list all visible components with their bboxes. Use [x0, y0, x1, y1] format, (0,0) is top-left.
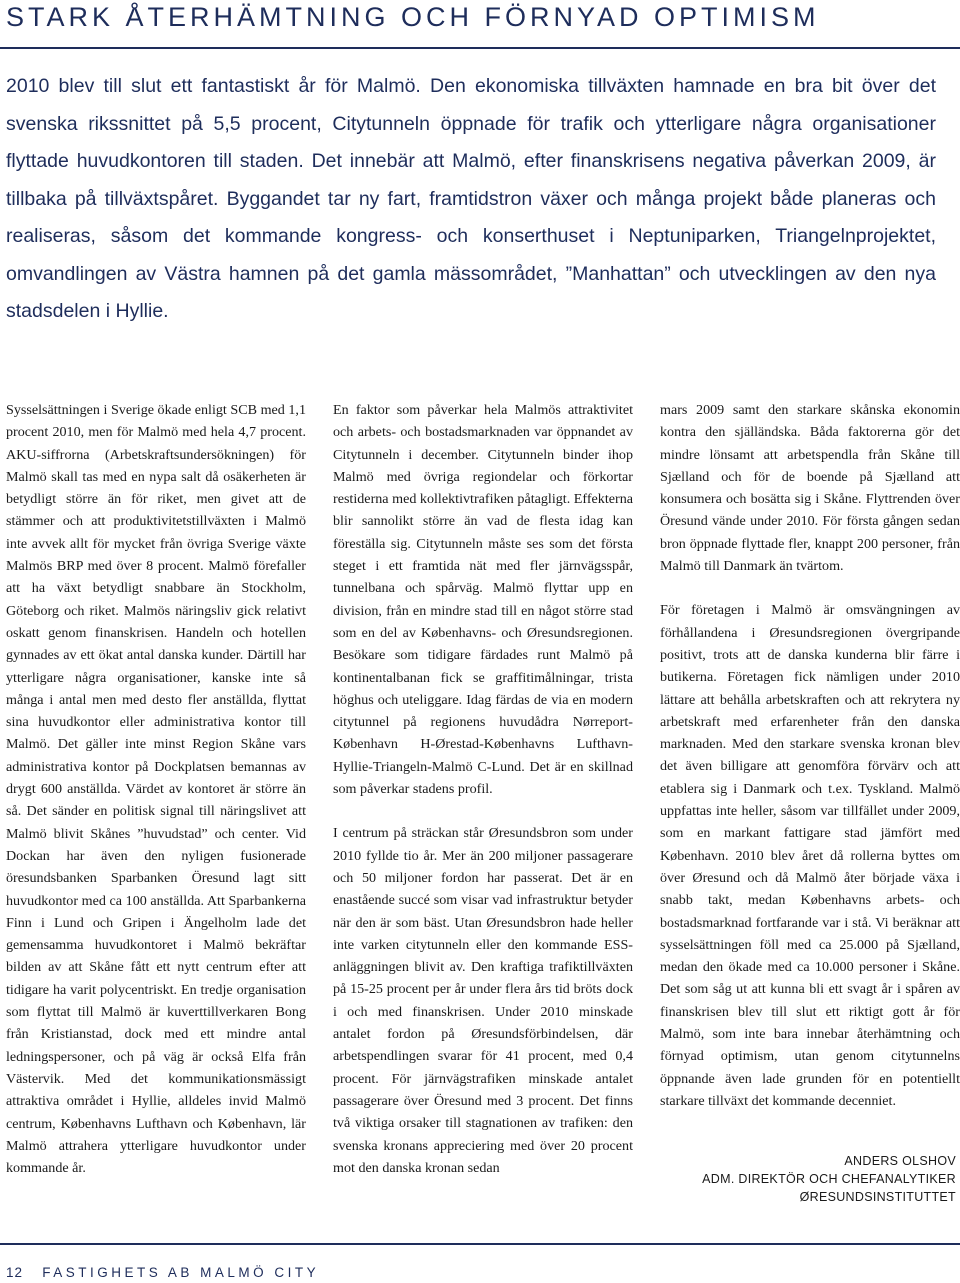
author-signature — [702, 1152, 956, 1206]
column-3-paragraph-1: mars 2009 samt den starkare skånska ekonomin kontra den själländska. Båda faktorerna gör det mindre lönsamt att arbetspendla från Skåne till Sjælland och för de boende på Sjælland att konsumera och bosätta sig i Skåne. Flyttrenden över Öresund vände under 2010. För första gången sedan bron öppnade flyttade fler, knappt 200 personer, från Malmö till Danmark än tvärtom. — [660, 402, 960, 575]
intro-paragraph: 2010 blev till slut ett fantastiskt år för Malmö. Den ekonomiska tillväxten hamnade en bra bit över det svenska rikssnittet på 5,5 procent, Citytunneln öppnade för trafik och ytterligare några organisationer flyttade huvudkontoren till staden. Det innebär att Malmö, efter finanskrisens negativa påverkan 2009, är tillbaka på tillväxtspåret. Byggandet tar ny fart, framtidstron växer och många projekt både planeras och realiseras, såsom det kommande kongress- och konserthuset i Neptuniparken, Triangelnprojektet, omvandlingen av Västra hamnen på det gamla mässområdet, ”Manhattan” och utvecklingen av den nya stadsdelen i Hyllie. — [6, 75, 936, 322]
column-2 — [333, 399, 633, 1179]
column-1-paragraph-1: Sysselsättningen i Sverige ökade enligt SCB med 1,1 procent 2010, men för Malmö med hela 4,7 procent. AKU-siffrorna (Arbetskraftsundersökningen) för Malmö skall tas med en nypa salt då osäkerheten är betydligt större än för riket, men givet att de stämmer och att produktivitetstillväxten i Malmö inte avvek allt för mycket från övriga Sverige växte Malmös BRP med över 8 procent. Malmö förefaller att ha växt betydligt snabbare än Stockholm, Göteborg och riket. Malmös näringsliv gick relativt oskatt genom finanskrisen. Handeln och hotellen gynnades av ett ökat antal danska kunder. Därtill har ytterligare några organisationer, kanske inte så många i antal men med desto fler anställda, flyttat sina huvudkontor eller administrativa kontor till Malmö. Det gäller inte minst Region Skåne vars administrativa kontor på Dockplatsen bemannas av drygt 600 anställda. Värdet av kontoret är större än så. Det sänder en politisk signal till näringslivet att Malmö blivit Skånes ”huvudstad” och center. Vid Dockan har även den nyligen fusionerade öresundsbanken Sparbanken Öresund lagt sitt huvudkontor med ca 100 anställda. Att Sparbankerna Finn i Lund och Gripen i Ängelholm lade det gemensamma huvudkontoret i Malmö bekräftar bilden av att Skåne fått ett nytt centrum efter att tidigare ha varit polycentriskt. En tredje organisation som flyttat till Malmö är kuverttillverkaren Bong från Kristianstad, dock med ett mindre antal ledningspersoner, och på väg är också Elfa från Västervik. Med det kommunikationsmässigt attraktiva området i Hyllie, alldeles invid Malmö centrum, Københavns Lufthavn och København, lär Malmö attrahera ytterligare huvudkontor under kommande år. — [6, 402, 306, 1177]
column-2-paragraph-2: I centrum på sträckan står Øresundsbron som under 2010 fyllde tio år. Mer än 200 miljoner passagerare och 50 miljoner fordon har passerat. Det är en enastående succé som visar vad infrastruktur betyder när den är som bäst. Utan Øresundsbron hade heller inte varken citytunneln eller den kommande ESS-anläggningen blivit av. Den kraftiga trafiktillväxten på 15-25 procent per år under flera års tid bröts dock i och med finanskrisen. Under 2010 minskade antalet fordon på Øresundsförbindelsen, där arbetspendlingen svarar för 41 procent, med 0,4 procent. För järnvägstrafiken minskade antalet passagerare över Öresund med 3 procent. Det finns två viktiga orsaker till stagnationen av trafiken: den svenska kronans appreciering med över 20 procent mot den danska kronan sedan — [333, 825, 633, 1176]
top-rule — [0, 47, 960, 49]
column-1 — [6, 399, 306, 1179]
author-organization: ØRESUNDSINSTITUTTET — [799, 1190, 956, 1204]
page-number: 12 — [6, 1265, 24, 1280]
author-title: ADM. DIREKTÖR OCH CHEFANALYTIKER — [702, 1172, 956, 1186]
column-3 — [660, 399, 960, 1112]
publication-name: FASTIGHETS AB MALMÖ CITY — [42, 1265, 320, 1280]
column-2-paragraph-1: En faktor som påverkar hela Malmös attraktivitet och arbets- och bostadsmarknaden var öppnandet av Citytunneln i december. Citytunneln binder ihop Malmö med övriga regiondelar och förkortar restiderna med kollektivtrafiken påtagligt. Effekterna blir sannolikt större än vad de flesta idag kan föreställa sig. Citytunneln måste ses som det första steget i ett framtida nät med fler järnvägsspår, tunnelbana och spårväg. Malmö flyttar upp en division, från en mindre stad till en något större stad som en del av Københavns- och Øresundsregionen. Besökare som tidigare färdades runt Malmö på kontinentalbanan fick se graffitimålningar, trista höghus och uteliggare. Idag färdas de via en modern citytunnel på regionens huvudådra Nørreport-København H-Ørestad-Københavns Lufthavn-Hyllie-Triangeln-Malmö C-Lund. Det är en skillnad som påverkar stadens profil. — [333, 402, 633, 798]
column-3-paragraph-2: För företagen i Malmö är omsvängningen av förhållandena i Øresundsregionen övergripande positivt, trots att de danska kunderna blir färre i butikerna. Företagen fick nämligen under 2010 lättare att behålla arbetskraften och att rekrytera ny arbetskraft med erfarenheter från den danska marknaden. Med den starkare svenska kronan blev det även billigare att genomföra förvärv och att etablera sig i Danmark och t.ex. Tyskland. Malmö uppfattas inte heller, såsom var tillfället under 2009, som en markant fattigare stad jämfört med København. 2010 blev året då rollerna byttes om över Øresund och då Malmö åter började växa i snabb takt, medan Københavns arbets- och bostadsmarknad fortfarande var i stå. Vi beräknar att sysselsättningen föll med ca 25.000 på Sjælland, medan den ökade med ca 10.000 personer i Skåne. Det som såg ut att kunna bli ett svagt år i spåren av finanskrisen blev till slut ett riktigt gott år för Malmö, som inte bara innebar återhämtning och förnyad optimism, utan genom citytunnelns öppnande även lade grunden för en potentiellt starkare tillväxt det kommande decenniet. — [660, 602, 960, 1109]
article-heading: STARK ÅTERHÄMTNING OCH FÖRNYAD OPTIMISM — [6, 2, 820, 32]
author-name: ANDERS OLSHOV — [844, 1154, 956, 1168]
page-footer — [6, 1265, 319, 1280]
bottom-rule — [0, 1243, 960, 1245]
